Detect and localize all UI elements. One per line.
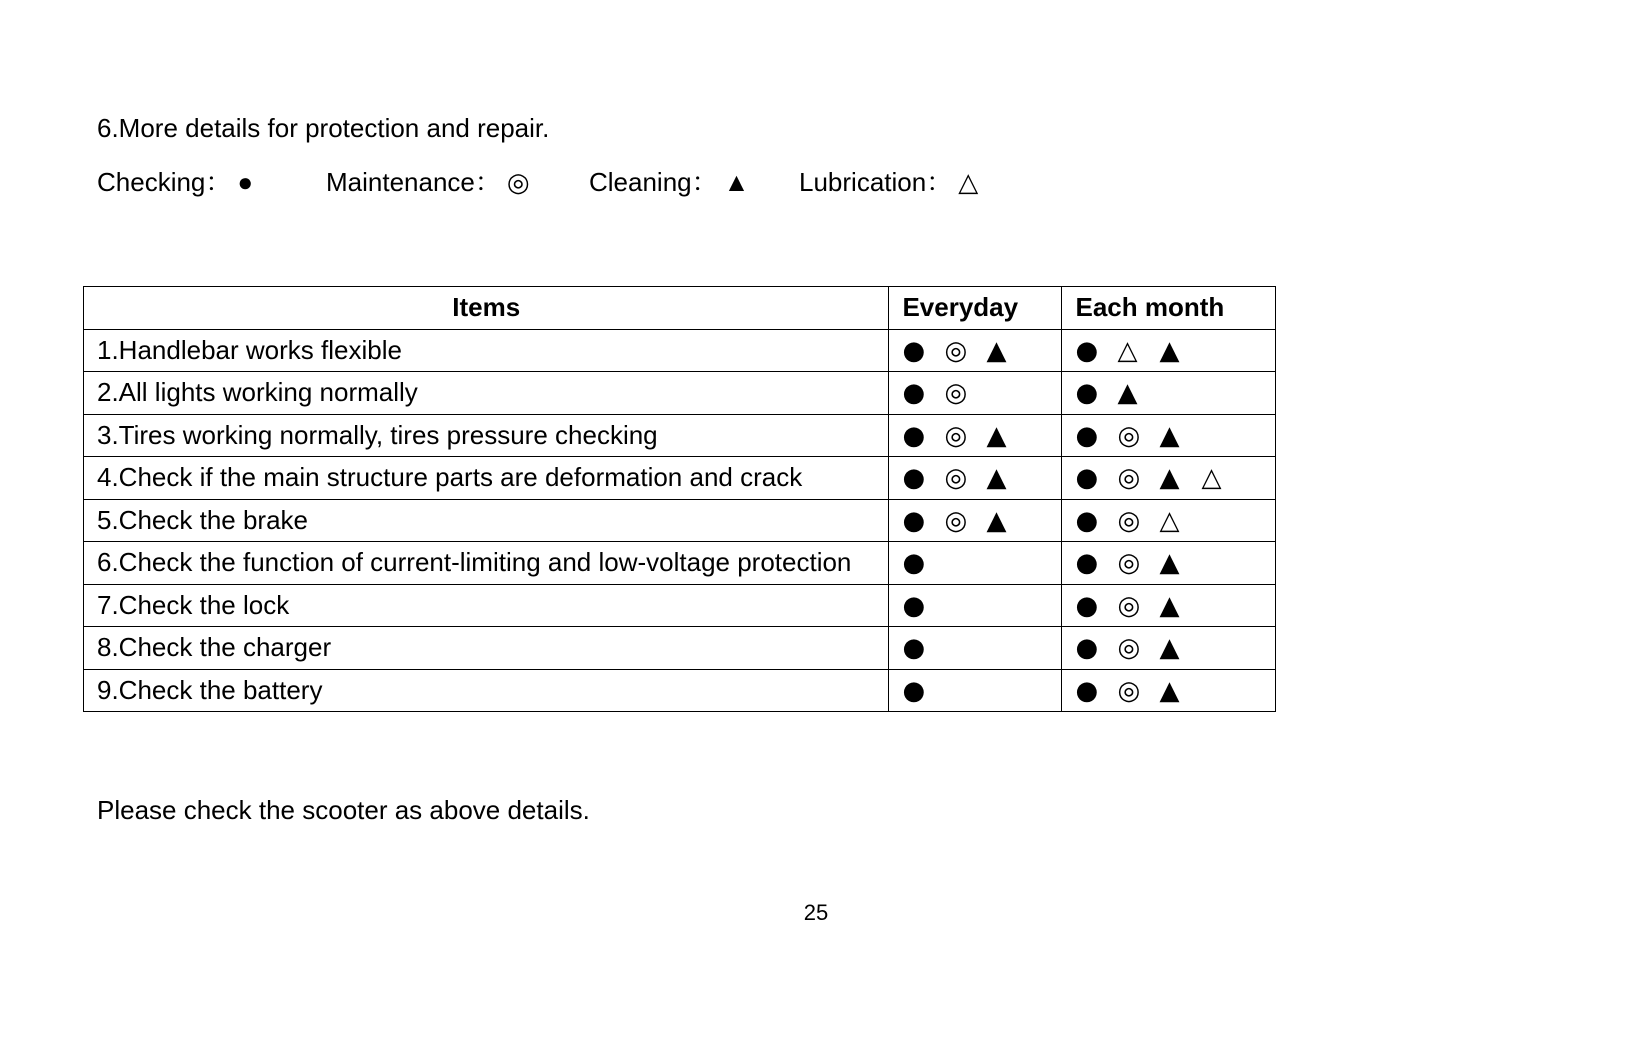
double-circle-icon: ◎ <box>944 378 968 409</box>
item-cell: 9.Check the battery <box>84 669 889 712</box>
header-each-month: Each month <box>1062 287 1276 330</box>
filled-circle-icon: ● <box>1075 335 1099 366</box>
everyday-cell <box>889 329 1062 372</box>
header-items: Items <box>84 287 889 330</box>
header-everyday: Everyday <box>889 287 1062 330</box>
table-row <box>84 414 1276 457</box>
filled-circle-icon: ● <box>1075 633 1099 664</box>
table-header-row <box>84 287 1276 330</box>
everyday-cell <box>889 499 1062 542</box>
double-circle-icon: ◎ <box>944 505 968 536</box>
filled-circle-icon: ● <box>902 548 926 579</box>
outline-triangle-icon: △ <box>1117 335 1138 366</box>
item-cell: 8.Check the charger <box>84 627 889 670</box>
filled-triangle-icon: ▲ <box>986 420 1007 451</box>
each-month-cell <box>1062 669 1276 712</box>
section-heading: 6.More details for protection and repair. <box>97 113 550 143</box>
item-cell: 2.All lights working normally <box>84 372 889 415</box>
double-circle-icon: ◎ <box>944 335 968 366</box>
filled-circle-icon: ● <box>902 335 926 366</box>
filled-triangle-icon: ▲ <box>986 505 1007 536</box>
double-circle-icon: ◎ <box>1117 633 1141 664</box>
legend-item-checking <box>97 164 253 200</box>
item-cell: 3.Tires working normally, tires pressure checking <box>84 414 889 457</box>
filled-circle-icon: ● <box>902 420 926 451</box>
filled-triangle-icon: ▲ <box>1159 590 1180 621</box>
legend-item-lubrication <box>799 164 978 200</box>
outline-triangle-icon: △ <box>958 167 979 197</box>
table-row <box>84 457 1276 500</box>
filled-circle-icon: ● <box>902 378 926 409</box>
double-circle-icon: ◎ <box>1117 505 1141 536</box>
each-month-cell <box>1062 372 1276 415</box>
table-row <box>84 499 1276 542</box>
item-cell: 1.Handlebar works flexible <box>84 329 889 372</box>
table-row <box>84 584 1276 627</box>
filled-triangle-icon: ▲ <box>1117 378 1138 409</box>
everyday-cell <box>889 414 1062 457</box>
footer-note: Please check the scooter as above details. <box>97 795 590 825</box>
each-month-cell <box>1062 457 1276 500</box>
table-row <box>84 372 1276 415</box>
everyday-cell <box>889 542 1062 585</box>
item-cell: 5.Check the brake <box>84 499 889 542</box>
double-circle-icon: ◎ <box>506 167 530 197</box>
filled-triangle-icon: ▲ <box>1159 675 1180 706</box>
table-row <box>84 669 1276 712</box>
outline-triangle-icon: △ <box>1201 463 1222 494</box>
legend-label: Maintenance： <box>326 167 501 197</box>
double-circle-icon: ◎ <box>944 463 968 494</box>
legend-label: Checking： <box>97 167 232 197</box>
double-circle-icon: ◎ <box>1117 675 1141 706</box>
everyday-cell <box>889 584 1062 627</box>
filled-triangle-icon: ▲ <box>1159 633 1180 664</box>
each-month-cell <box>1062 584 1276 627</box>
each-month-cell <box>1062 542 1276 585</box>
symbol-legend <box>97 164 1197 200</box>
double-circle-icon: ◎ <box>1117 420 1141 451</box>
table-row <box>84 329 1276 372</box>
item-cell: 6.Check the function of current-limiting and low-voltage protection <box>84 542 889 585</box>
filled-circle-icon: ● <box>902 590 926 621</box>
item-cell: 4.Check if the main structure parts are deformation and crack <box>84 457 889 500</box>
double-circle-icon: ◎ <box>1117 548 1141 579</box>
filled-triangle-icon: ▲ <box>1159 548 1180 579</box>
table-body <box>84 329 1276 712</box>
filled-circle-icon: ● <box>902 505 926 536</box>
legend-item-maintenance <box>326 164 530 200</box>
item-cell: 7.Check the lock <box>84 584 889 627</box>
double-circle-icon: ◎ <box>1117 590 1141 621</box>
each-month-cell <box>1062 627 1276 670</box>
filled-triangle-icon: ▲ <box>986 335 1007 366</box>
each-month-cell <box>1062 499 1276 542</box>
maintenance-table <box>83 286 1276 712</box>
filled-triangle-icon: ▲ <box>1159 420 1180 451</box>
filled-triangle-icon: ▲ <box>1159 463 1180 494</box>
filled-circle-icon: ● <box>1075 378 1099 409</box>
everyday-cell <box>889 372 1062 415</box>
legend-label: Cleaning： <box>589 167 718 197</box>
filled-circle-icon: ● <box>902 463 926 494</box>
filled-triangle-icon: ▲ <box>723 167 750 197</box>
each-month-cell <box>1062 329 1276 372</box>
filled-circle-icon: ● <box>902 675 926 706</box>
filled-triangle-icon: ▲ <box>986 463 1007 494</box>
each-month-cell <box>1062 414 1276 457</box>
filled-circle-icon: ● <box>237 167 254 197</box>
filled-triangle-icon: ▲ <box>1159 335 1180 366</box>
table-row <box>84 627 1276 670</box>
double-circle-icon: ◎ <box>1117 463 1141 494</box>
double-circle-icon: ◎ <box>944 420 968 451</box>
filled-circle-icon: ● <box>1075 463 1099 494</box>
legend-label: Lubrication： <box>799 167 953 197</box>
filled-circle-icon: ● <box>902 633 926 664</box>
everyday-cell <box>889 457 1062 500</box>
everyday-cell <box>889 669 1062 712</box>
filled-circle-icon: ● <box>1075 505 1099 536</box>
filled-circle-icon: ● <box>1075 420 1099 451</box>
filled-circle-icon: ● <box>1075 675 1099 706</box>
outline-triangle-icon: △ <box>1159 505 1180 536</box>
filled-circle-icon: ● <box>1075 590 1099 621</box>
legend-item-cleaning <box>589 164 749 200</box>
filled-circle-icon: ● <box>1075 548 1099 579</box>
everyday-cell <box>889 627 1062 670</box>
table-row <box>84 542 1276 585</box>
page-number: 25 <box>803 900 829 925</box>
